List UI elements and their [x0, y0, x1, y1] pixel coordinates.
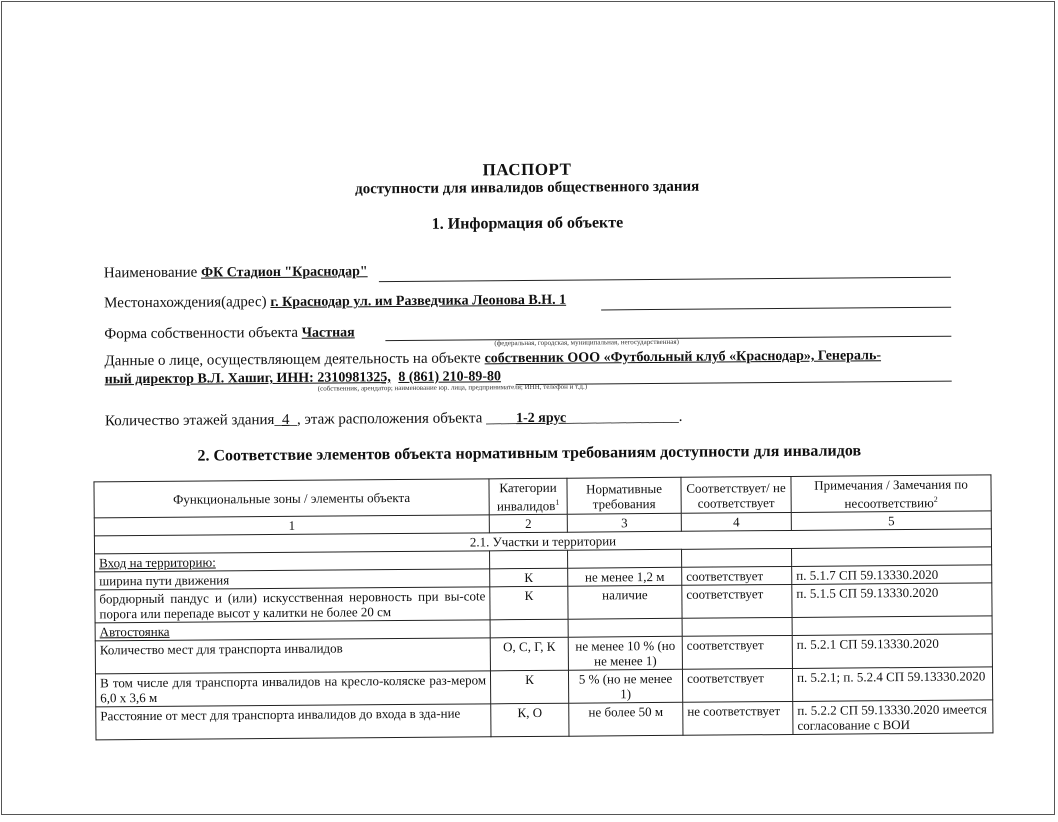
- ownership-label: Форма собственности объекта: [104, 324, 299, 343]
- zone-cell: Автостоянка: [95, 620, 490, 641]
- ownership-hint: (федеральная, городская, муниципальная, негосударственная): [494, 337, 679, 348]
- floors-value: 4: [281, 411, 290, 428]
- document-title: ПАСПОРТ: [482, 159, 572, 180]
- section-1-title: 1. Информация об объекте: [431, 214, 624, 233]
- accessibility-table: [93, 474, 993, 740]
- floors-line: Количество этажей здания_4_, этаж расположения объекта ____1-2 ярус_______________.: [104, 408, 683, 430]
- note-cell: п. 5.2.1 СП 59.13330.2020: [792, 634, 992, 669]
- col-number: 3: [567, 514, 681, 533]
- note-cell: п. 5.2.1; п. 5.2.4 СП 59.13330.2020: [792, 667, 992, 702]
- category-cell: К: [490, 671, 568, 705]
- col-header-compliance: Соответствует/ не соответствует: [681, 476, 791, 513]
- col-number: 4: [681, 513, 791, 532]
- category-cell: К, О: [491, 704, 569, 738]
- floors-middle: , этаж расположения объекта: [296, 410, 483, 428]
- note-cell: п. 5.1.5 СП 59.13330.2020: [792, 583, 992, 618]
- status-cell: соответствует: [682, 567, 792, 586]
- name-value: ФК Стадион "Краснодар": [200, 264, 368, 281]
- note-cell: п. 5.2.2 СП 59.13330.2020 имеется согласование с ВОИ: [793, 700, 993, 735]
- address-line: [104, 289, 954, 313]
- status-cell: соответствует: [682, 585, 792, 619]
- zone-cell: ширина пути движения: [95, 569, 490, 590]
- col-header-zones: Функциональные зоны / элементы объекта: [94, 479, 489, 518]
- section-2-title: 2. Соответствие элементов объекта нормативным требованиям доступности для инвалидов: [197, 442, 862, 465]
- address-label: Местонахождения(адрес): [104, 294, 267, 312]
- requirement-cell: наличие: [568, 586, 682, 620]
- status-cell: соответствует: [682, 636, 792, 670]
- col-number: 5: [791, 511, 991, 531]
- col-header-requirements: Нормативные требования: [567, 477, 681, 514]
- zone-cell: Расстояние от мест для транспорта инвалидов до входа в зда-ние: [96, 704, 491, 740]
- col-number: 2: [489, 515, 567, 534]
- operator-hint: (собственник, арендатор; наименование юр. лица, предпринимателя; ИНН, телефон и т.д.): [317, 382, 588, 393]
- name-label: Наименование: [103, 264, 198, 282]
- zone-cell: В том числе для транспорта инвалидов на кресло-коляске раз-мером 6,0 х 3,6 м: [95, 671, 490, 707]
- requirement-cell: не менее 1,2 м: [568, 568, 682, 587]
- requirement-cell: не менее 10 % (но не менее 1): [568, 637, 682, 671]
- table-row: [96, 700, 993, 740]
- floors-prefix: Количество этажей здания: [104, 412, 275, 430]
- subsection-title: 2.1. Участки и территории: [94, 529, 991, 554]
- col-header-notes: Примечания / Замечания по несоответствию$^2$: [791, 475, 991, 513]
- operator-label: Данные о лице, осуществляющем деятельность на объекте: [104, 350, 481, 370]
- zone-cell: бордюрный пандус и (или) искусственная неровность при вы-сote порога или перепаде высот у калитки не более 20 см: [95, 587, 490, 623]
- zone-cell: Количество мест для транспорта инвалидов: [95, 638, 490, 674]
- floors-location: 1-2 ярус: [516, 410, 567, 427]
- col-header-category: Категории инвалидов$^1$: [489, 478, 567, 515]
- requirement-cell: не более 50 м: [569, 703, 683, 737]
- footnote-1: 1: [555, 497, 560, 507]
- category-cell: К: [490, 587, 568, 621]
- operator-phone: 8 (861) 210-89-80: [398, 369, 502, 386]
- category-cell: К: [490, 569, 568, 588]
- status-cell: соответствует: [682, 669, 792, 703]
- requirement-cell: 5 % (но не менее 1): [568, 670, 682, 704]
- zone-cell: Вход на территорию:: [95, 551, 490, 572]
- ownership-value: Частная: [301, 325, 355, 341]
- note-cell: п. 5.1.7 СП 59.13330.2020: [792, 565, 992, 585]
- document-subtitle: доступности для инвалидов общественного здания: [355, 178, 700, 198]
- address-value: г. Краснодар ул. им Разведчика Леонова В.Н. 1: [270, 292, 567, 311]
- category-cell: О, С, Г, К: [490, 638, 568, 672]
- operator-value-2: ный директор В.Л. Хашиг, ИНН: 2310981325,: [104, 370, 391, 388]
- col-number: 1: [94, 515, 489, 536]
- operator-value-1: собственник ООО «Футбольный клуб «Краснодар», Генераль-: [484, 348, 882, 367]
- footnote-2: 2: [933, 494, 938, 504]
- status-cell: не соответствует: [683, 702, 793, 736]
- name-line: [104, 259, 954, 283]
